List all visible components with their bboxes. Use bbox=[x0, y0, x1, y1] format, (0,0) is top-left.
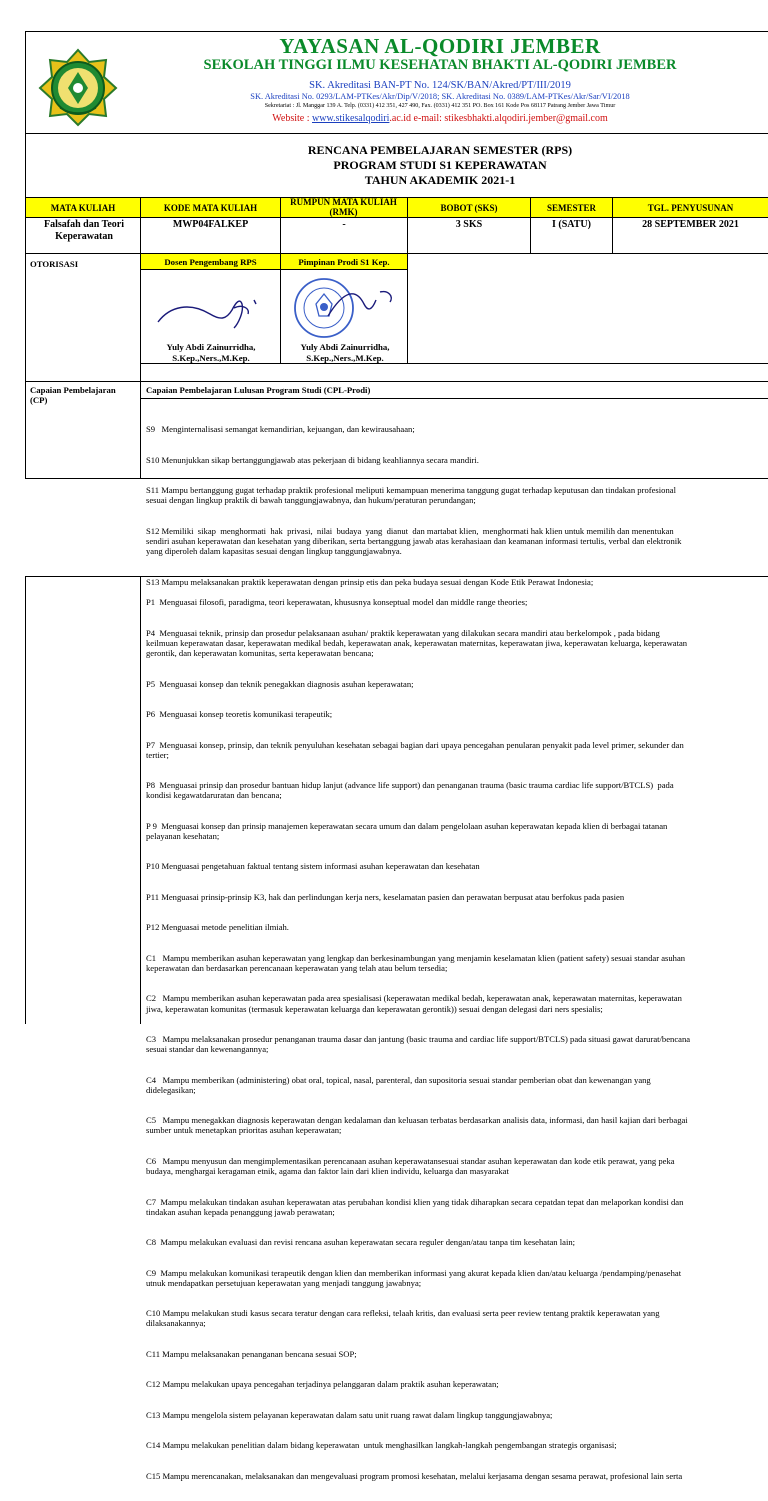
website-link[interactable]: www.stikesalqodiri bbox=[312, 113, 390, 124]
list-item: C8 Mampu melakukan evaluasi dan revisi rencana asuhan keperawatan secara reguler dengan/atau tanpa tim kesehatan lain; bbox=[146, 1237, 576, 1248]
otorisasi-label: OTORISASI bbox=[30, 259, 79, 269]
signature-dosen bbox=[150, 284, 270, 334]
list-item: C15 Mampu merencanakan, melaksanakan dan mengevaluasi program promosi kesehatan, melalui kerjasama dengan sesama perawat, profesional lain serta bbox=[146, 1470, 683, 1481]
header-mata-kuliah: MATA KULIAH bbox=[50, 203, 116, 213]
list-item: C14 Mampu melakukan penelitian dalam bidang keperawatan untuk menghasilkan langkah-langkah pengembangan strategis organisasi; bbox=[146, 1440, 617, 1451]
list-item: P7 Menguasai konsep, prinsip, dan teknik penyuluhan kesehatan sebagai bagian dari upaya pencegahan penularan penyakit pada level primer, sekunder dan tertier; bbox=[146, 739, 684, 760]
rps-title: RENCANA PEMBELAJARAN SEMESTER (RPS) bbox=[307, 143, 573, 157]
list-item: C3 Mampu melaksanakan prosedur penanganan trauma dasar dan jantung (basic trauma and cardiac life support/BTCLS) pada situasi gawat darurat/bencana sesuai standar dan kewenangannya; bbox=[146, 1034, 691, 1055]
prodi-name: Yuly Abdi Zainurridha, S.Kep.,Ners.,M.Kep. bbox=[300, 342, 390, 363]
value-tgl: 28 SEPTEMBER 2021 bbox=[642, 219, 739, 230]
list-item: S11 Mampu bertanggung gugat terhadap praktik profesional meliputi kemampuan menerima tanggung gugat terhadap keputusan dan tindakan profesional sesuai dengan lingkup praktik di bawah tanggungjawabnya, dan hukum/peraturan perundangan; bbox=[146, 485, 676, 506]
list-item: C7 Mampu melakukan tindakan asuhan keperawatan atas perubahan kondisi klien yang tidak diharapkan secara cepatdan tepat dan melaporkan kondisi dan tindakan asuhan kepada penanggung jawab perawatan; bbox=[146, 1196, 684, 1217]
stamp-prodi bbox=[284, 270, 404, 340]
list-item: P10 Menguasai pengetahuan faktual tentang sistem informasi asuhan keperawatan dan kesehatan bbox=[146, 861, 480, 872]
header-rmk: RUMPUN MATA KULIAH (RMK) bbox=[290, 197, 397, 217]
list-item: S10 Menunjukkan sikap bertanggungjawab atas pekerjaan di bidang keahliannya secara mandiri. bbox=[146, 454, 479, 465]
header-bobot: BOBOT (SKS) bbox=[440, 203, 498, 213]
cp-detail-list bbox=[146, 577, 768, 1481]
secretariat-address: Sekretariat : Jl. Manggar 139 A. Telp. (0331) 412 351, 427 490, Fax. (0331) 412 351 PO. Box 161 Kode Pos 68117 Patrang Jember Jawa Timur bbox=[264, 103, 616, 109]
value-mata-kuliah: Falsafah dan Teori Keperawatan bbox=[43, 219, 125, 242]
website-line bbox=[130, 113, 750, 124]
list-item: C12 Mampu melakukan upaya pencegahan terjadinya pelanggaran dalam praktik asuhan keperawatan; bbox=[146, 1379, 499, 1390]
program-title: PROGRAM STUDI S1 KEPERAWATAN bbox=[333, 158, 547, 172]
value-bobot: 3 SKS bbox=[455, 219, 483, 230]
pimpinan-prodi-head: Pimpinan Prodi S1 Kep. bbox=[298, 257, 390, 267]
institution-logo bbox=[38, 48, 118, 126]
list-item: C10 Mampu melakukan studi kasus secara teratur dengan cara refleksi, telaah kritis, dan evaluasi serta peer review tentang praktik keperawatan yang dilaksanakannya; bbox=[146, 1308, 660, 1329]
academic-year: TAHUN AKADEMIK 2021-1 bbox=[364, 173, 516, 187]
list-item: C1 Mampu memberikan asuhan keperawatan yang lengkap dan berkesinambungan yang menjamin keselamatan klien (patient safety) sesuai standar asuhan keperawatan dan berdasarkan perencanaan keperawatan yang telah atau belum tersedia; bbox=[146, 952, 686, 973]
list-item: C13 Mampu mengelola sistem pelayanan keperawatan dalam satu unit ruang rawat dalam lingkup tanggungjawabnya; bbox=[146, 1409, 553, 1420]
list-item: P5 Menguasai konsep dan teknik penegakkan diagnosis asuhan keperawatan; bbox=[146, 678, 414, 689]
value-kode: MWP04FALKEP bbox=[172, 219, 249, 230]
foundation-title: YAYASAN AL-QODIRI JEMBER bbox=[279, 34, 601, 58]
dosen-name: Yuly Abdi Zainurridha, S.Kep.,Ners.,M.Kep. bbox=[166, 342, 256, 363]
value-semester: I (SATU) bbox=[552, 219, 591, 230]
list-item: S13 Mampu melaksanakan praktik keperawatan dengan prinsip etis dan peka budaya sesuai dengan Kode Etik Perawat Indonesia; bbox=[146, 576, 594, 587]
list-item: C6 Mampu menyusun dan mengimplementasikan perencanaan asuhan keperawatansesuai standar asuhan keperawatan dan kode etik perawat, yang peka budaya, menghargai keragaman etnik, agama dan faktor lain dari klien individu, keluarga dan masyarakat bbox=[146, 1155, 675, 1177]
list-item: C9 Mampu melakukan komunikasi terapeutik dengan klien dan memberikan informasi yang akurat kepada klien dan/atau keluarga /pendamping/penasehat utnuk mendapatkan persetujuan keperawatan yang menjadi tanggung jawabnya; bbox=[146, 1267, 682, 1288]
header-semester: SEMESTER bbox=[546, 203, 597, 213]
dosen-pengembang-head: Dosen Pengembang RPS bbox=[164, 257, 257, 267]
header-tgl: TGL. PENYUSUNAN bbox=[647, 203, 734, 213]
list-item: C2 Mampu memberikan asuhan keperawatan pada area spesialisasi (keperawatan medikal bedah, keperawatan anak, keperawatan maternitas, keperawatan jiwa, keperawatan komunitas (termasuk keperawatan keluarga dan keperawatan gerontik)) sesuai dengan delegasi dari ners spesialis; bbox=[146, 993, 682, 1014]
list-item: S12 Memiliki sikap menghormati hak privasi, nilai budaya yang dianut dan martabat klien, menghormati hak klien untuk memilih dan menentukan sendiri asuhan keperawatan dan kesehatan yang diberikan, serta bertanggung jawab atas kerahasiaan dan keamanan informasi tertulis, verbal dan elektronik yang diperoleh dalam kapasitas sesuai dengan lingkup tanggungjawabnya. bbox=[146, 525, 682, 557]
list-item: P8 Menguasai prinsip dan prosedur bantuan hidup lanjut (advance life support) dan penanganan trauma (basic trauma cardiac life support/BTCLS) pada kondisi kegawatdaruratan dan bencana; bbox=[146, 780, 674, 801]
header-kode: KODE MATA KULIAH bbox=[163, 203, 258, 213]
website-label: Website : bbox=[272, 113, 312, 124]
list-item: C11 Mampu melaksanakan penanganan bencana sesuai SOP; bbox=[146, 1348, 357, 1359]
cp-label: Capaian Pembelajaran (CP) bbox=[30, 385, 116, 406]
list-item: P12 Menguasai metode penelitian ilmiah. bbox=[146, 922, 289, 933]
list-item: P1 Menguasai filosofi, paradigma, teori keperawatan, khususnya konseptual model dan middle range theories; bbox=[146, 597, 528, 608]
cpl-title: Capaian Pembelajaran Lulusan Program Studi (CPL-Prodi) bbox=[146, 385, 371, 395]
list-item: P 9 Menguasai konsep dan prinsip manajemen keperawatan secara umum dan dalam pengelolaan asuhan keperawatan kepada klien di berbagai tatanan pelayanan kesehatan; bbox=[146, 820, 668, 841]
value-rmk: - bbox=[342, 219, 346, 230]
list-item: P6 Menguasai konsep teoretis komunikasi terapeutik; bbox=[146, 709, 333, 720]
list-item: C5 Mampu menegakkan diagnosis keperawatan dengan kedalaman dan keluasan terbatas berdasarkan analisis data, informasi, dan hasil kajian dari berbagai sumber untuk menetapkan prioritas asuhan keperawatan; bbox=[146, 1115, 688, 1136]
accreditation-line-1: SK. Akreditasi BAN-PT No. 124/SK/BAN/Akred/PT/III/2019 bbox=[309, 80, 571, 91]
accreditation-line-2: SK. Akreditasi No. 0293/LAM-PTKes/Akr/Dip/V/2018; SK. Akreditasi No. 0389/LAM-PTKes/Akr/Sar/VI/2018 bbox=[250, 92, 630, 101]
email-text: .ac.id e-mail: stikesbhakti.alqodiri.jember@gmail.com bbox=[389, 113, 608, 124]
list-item: P4 Menguasai teknik, prinsip dan prosedur pelaksanaan asuhan/ praktik keperawatan yang dilakukan secara mandiri atau berkelompok , pada bidang keilmuan keperawatan dasar, keperawatan medikal bedah, keperawatan anak, keperawatan maternitas, keperawatan jiwa, keperawatan keluarga, keperawatan gerontik, dan keperawatan komunitas, serta keperawatan bencana; bbox=[146, 627, 688, 659]
list-item: S9 Menginternalisasi semangat kemandirian, kejuangan, dan kewirausahaan; bbox=[146, 424, 415, 435]
college-title: SEKOLAH TINGGI ILMU KESEHATAN BHAKTI AL-QODIRI JEMBER bbox=[203, 57, 677, 73]
list-item: P11 Menguasai prinsip-prinsip K3, hak dan perlindungan kerja ners, keselamatan pasien dan perawatan berpusat atau berfokus pada pasien bbox=[146, 891, 625, 902]
list-item: C4 Mampu memberikan (administering) obat oral, topical, nasal, parenteral, dan supositoria sesuai standar pemberian obat dan kewenangan yang didelegasikan; bbox=[146, 1074, 651, 1095]
